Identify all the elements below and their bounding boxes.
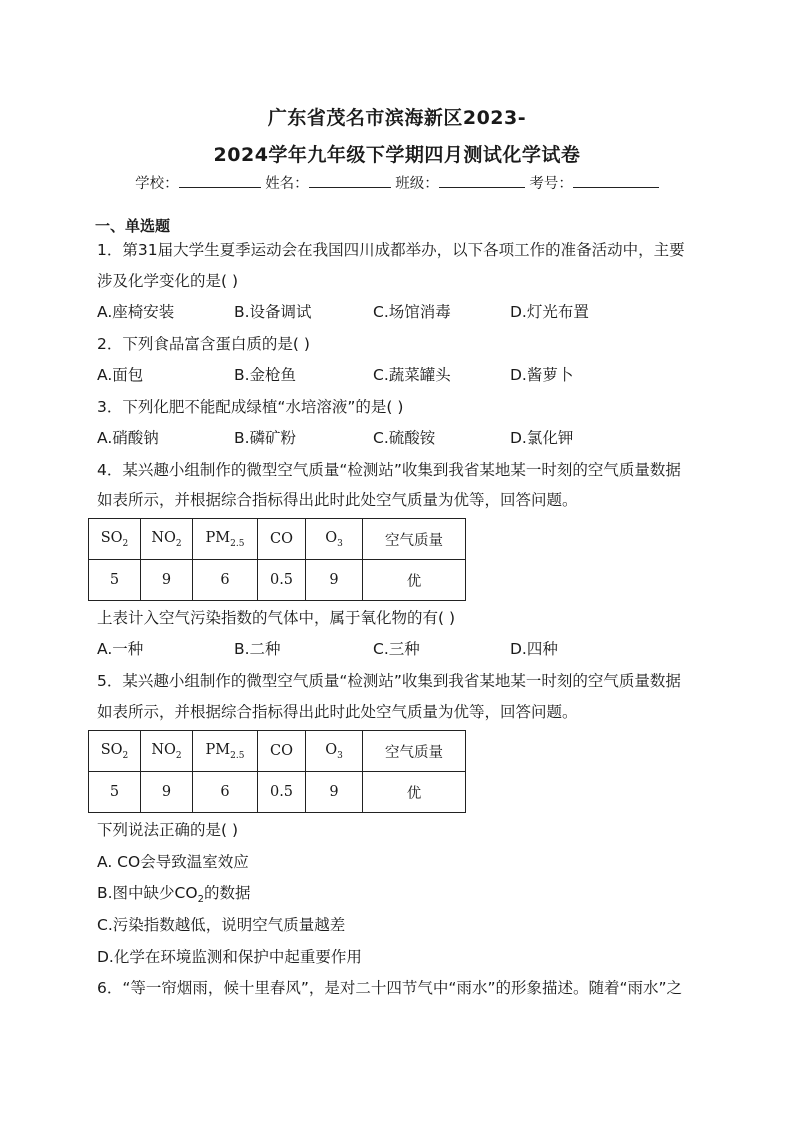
q5-option-a[interactable]: A. CO会导致温室效应 <box>97 853 249 871</box>
q2-stem: 2．下列食品富含蛋白质的是( ) <box>97 335 310 353</box>
exam-title-line2: 2024学年九年级下学期四月测试化学试卷 <box>213 144 581 166</box>
table-header-cell: 空气质量 <box>363 519 466 560</box>
q5-question: 下列说法正确的是( ) <box>97 821 239 839</box>
q5-stem-line2: 如表所示，并根据综合指标得出此时此处空气质量为优等，回答问题。 <box>97 703 578 721</box>
q3-options <box>97 426 717 448</box>
table-cell: 9 <box>306 772 363 813</box>
exam-number-label: 考号： <box>529 176 573 192</box>
q1-option-c[interactable]: C.场馆消毒 <box>373 303 451 321</box>
q4-options <box>97 637 717 659</box>
table-row <box>89 560 466 601</box>
table-header-cell: $O_3$ <box>306 519 363 560</box>
q1-option-b[interactable]: B.设备调试 <box>234 303 312 321</box>
table-header-row <box>89 519 466 560</box>
table-cell: 0.5 <box>258 560 306 601</box>
q2-option-b[interactable]: B.金枪鱼 <box>234 366 297 384</box>
q4-stem-line2: 如表所示，并根据综合指标得出此时此处空气质量为优等，回答问题。 <box>97 491 578 509</box>
q5-stem-line1: 5．某兴趣小组制作的微型空气质量“检测站”收集到我省某地某一时刻的空气质量数据 <box>97 672 681 690</box>
table-cell: 5 <box>89 772 141 813</box>
q5-option-b[interactable]: B.图中缺少$CO_2$的数据 <box>97 884 251 906</box>
q2-option-d[interactable]: D.酱萝卜 <box>510 366 574 384</box>
name-label: 姓名： <box>265 176 309 192</box>
school-blank[interactable] <box>179 173 261 188</box>
q3-stem: 3．下列化肥不能配成绿植“水培溶液”的是( ) <box>97 398 404 416</box>
q4-option-a[interactable]: A.一种 <box>97 640 144 658</box>
table-header-cell: $NO_2$ <box>141 731 193 772</box>
q3-option-c[interactable]: C.硫酸铵 <box>373 429 436 447</box>
table-header-cell: $NO_2$ <box>141 519 193 560</box>
table-cell: 9 <box>306 560 363 601</box>
q3-option-b[interactable]: B.磷矿粉 <box>234 429 297 447</box>
q5-option-d[interactable]: D.化学在环境监测和保护中起重要作用 <box>97 948 362 966</box>
table-header-cell: $SO_2$ <box>89 731 141 772</box>
school-label: 学校： <box>135 176 179 192</box>
q5-air-quality-table <box>88 730 466 813</box>
table-cell: 6 <box>193 772 258 813</box>
table-header-cell: $PM_{2.5}$ <box>193 731 258 772</box>
table-cell: 优 <box>363 772 466 813</box>
q2-option-c[interactable]: C.蔬菜罐头 <box>373 366 451 384</box>
q4-question: 上表计入空气污染指数的气体中，属于氧化物的有( ) <box>97 609 456 627</box>
table-cell: 0.5 <box>258 772 306 813</box>
q4-option-d[interactable]: D.四种 <box>510 640 558 658</box>
q5-option-c[interactable]: C.污染指数越低，说明空气质量越差 <box>97 916 346 934</box>
q4-option-c[interactable]: C.三种 <box>373 640 420 658</box>
student-info-row <box>0 172 794 193</box>
section-title: 一、单选题 <box>95 217 171 235</box>
q3-option-a[interactable]: A.硝酸钠 <box>97 429 159 447</box>
name-blank[interactable] <box>309 173 391 188</box>
table-cell: 9 <box>141 772 193 813</box>
q4-stem-line1: 4．某兴趣小组制作的微型空气质量“检测站”收集到我省某地某一时刻的空气质量数据 <box>97 461 681 479</box>
table-header-cell: CO <box>258 519 306 560</box>
table-header-cell: 空气质量 <box>363 731 466 772</box>
table-header-cell: $PM_{2.5}$ <box>193 519 258 560</box>
table-header-cell: CO <box>258 731 306 772</box>
exam-title-line1: 广东省茂名市滨海新区2023- <box>267 107 527 129</box>
q1-option-a[interactable]: A.座椅安装 <box>97 303 175 321</box>
q4-air-quality-table <box>88 518 466 601</box>
class-blank[interactable] <box>439 173 525 188</box>
table-row <box>89 772 466 813</box>
q1-options <box>97 300 717 322</box>
q3-option-d[interactable]: D.氯化钾 <box>510 429 574 447</box>
q1-stem-line2: 涉及化学变化的是( ) <box>97 272 239 290</box>
class-label: 班级： <box>395 176 439 192</box>
table-cell: 优 <box>363 560 466 601</box>
table-cell: 5 <box>89 560 141 601</box>
exam-number-blank[interactable] <box>573 173 659 188</box>
q2-options <box>97 363 717 385</box>
table-header-cell: $O_3$ <box>306 731 363 772</box>
table-header-row <box>89 731 466 772</box>
q6-stem-line1: 6．“等一帘烟雨，候十里春风”，是对二十四节气中“雨水”的形象描述。随着“雨水”之 <box>97 979 683 997</box>
q1-option-d[interactable]: D.灯光布置 <box>510 303 589 321</box>
table-header-cell: $SO_2$ <box>89 519 141 560</box>
table-cell: 9 <box>141 560 193 601</box>
q4-option-b[interactable]: B.二种 <box>234 640 281 658</box>
q2-option-a[interactable]: A.面包 <box>97 366 144 384</box>
table-cell: 6 <box>193 560 258 601</box>
q1-stem-line1: 1．第31届大学生夏季运动会在我国四川成都举办，以下各项工作的准备活动中，主要 <box>97 241 685 259</box>
